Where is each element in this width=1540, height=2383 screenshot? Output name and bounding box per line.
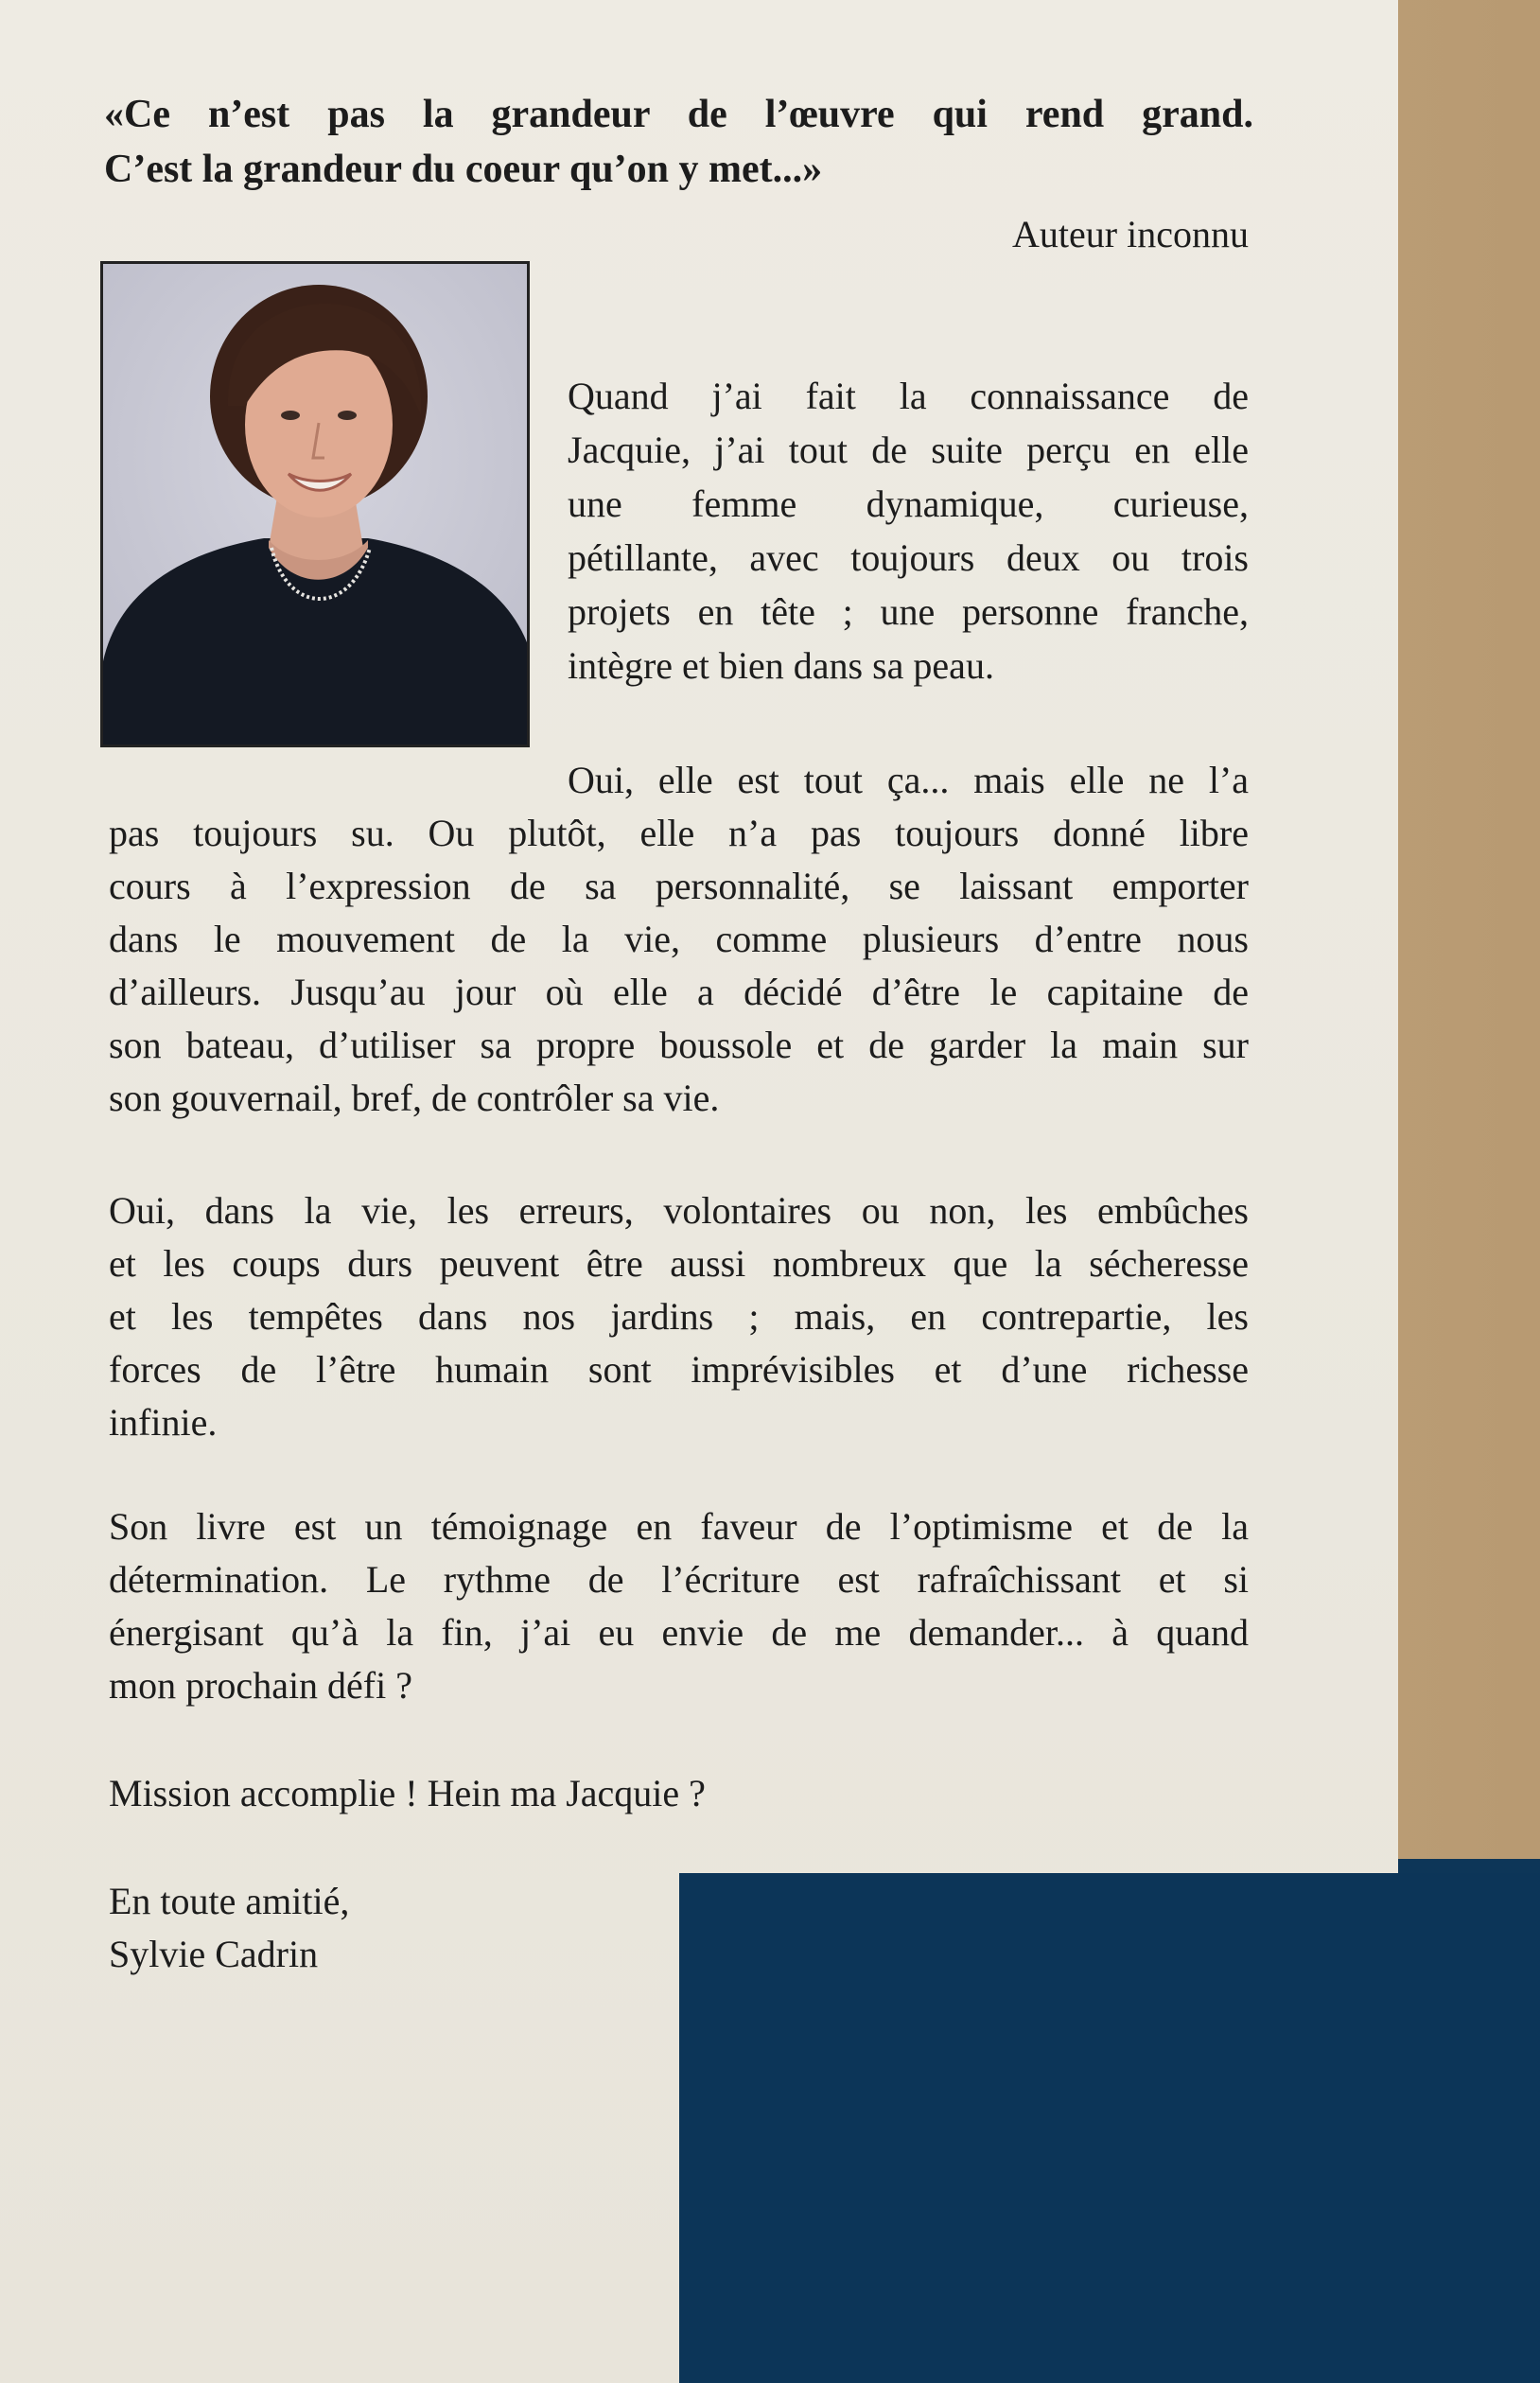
paragraph-5: Mission accomplie ! Hein ma Jacquie ?: [109, 1772, 706, 1814]
paragraph-2-line: d’ailleurs. Jusqu’au jour où elle a décidé d’être le capitaine de: [109, 971, 1249, 1013]
paragraph-3-line: Oui, dans la vie, les erreurs, volontaires ou non, les embûches: [109, 1189, 1249, 1232]
paragraph-4-line: détermination. Le rythme de l’écriture est rafraîchissant et si: [109, 1558, 1249, 1601]
paragraph-1-line: Quand j’ai fait la connaissance de: [568, 375, 1249, 417]
navy-panel-edge: [1398, 1859, 1540, 1874]
quote-author: Auteur inconnu: [1012, 213, 1249, 255]
quote-line-1: «Ce n’est pas la grandeur de l’œuvre qui rend grand.: [104, 93, 1253, 136]
paragraph-4: [109, 1500, 1249, 1712]
paragraph-2-line: Oui, elle est tout ça... mais elle ne l’a: [568, 759, 1249, 801]
signature-name: Sylvie Cadrin: [109, 1933, 319, 1975]
paragraph-3-line: et les tempêtes dans nos jardins ; mais, en contrepartie, les: [109, 1295, 1249, 1338]
paragraph-2: [109, 807, 1249, 1125]
paragraph-1-line: une femme dynamique, curieuse,: [568, 482, 1249, 525]
paragraph-3: [109, 1184, 1249, 1449]
paragraph-1-line: pétillante, avec toujours deux ou trois: [568, 536, 1249, 579]
paragraph-1-line: Jacquie, j’ai tout de suite perçu en elle: [568, 429, 1249, 471]
paragraph-4-line: mon prochain défi ?: [109, 1664, 412, 1707]
paragraph-2-line: dans le mouvement de la vie, comme plusieurs d’entre nous: [109, 918, 1249, 960]
closing-signature: [109, 1875, 1249, 1981]
quote-line-2: C’est la grandeur du coeur qu’on y met...»: [104, 148, 823, 191]
paragraph-2-first-line: [568, 753, 1249, 807]
paragraph-3-line: et les coups durs peuvent être aussi nombreux que la sécheresse: [109, 1242, 1249, 1285]
paragraph-2-line: son gouvernail, bref, de contrôler sa vie.: [109, 1077, 720, 1119]
paragraph-1: [568, 369, 1249, 692]
portrait-illustration: [103, 264, 527, 745]
paragraph-1-line: intègre et bien dans sa peau.: [568, 644, 994, 687]
paragraph-2-line: son bateau, d’utiliser sa propre boussole et de garder la main sur: [109, 1024, 1249, 1066]
paragraph-3-line: infinie.: [109, 1401, 218, 1444]
paragraph-4-line: Son livre est un témoignage en faveur de l’optimisme et de la: [109, 1505, 1249, 1548]
paragraph-4-line: énergisant qu’à la fin, j’ai eu envie de me demander... à quand: [109, 1611, 1249, 1654]
epigraph-quote: [104, 87, 1253, 197]
paragraph-2-line: pas toujours su. Ou plutôt, elle n’a pas toujours donné libre: [109, 812, 1249, 854]
paragraph-1-line: projets en tête ; une personne franche,: [568, 590, 1249, 633]
paragraph-2-line: cours à l’expression de sa personnalité, se laissant emporter: [109, 865, 1249, 907]
closing-line: En toute amitié,: [109, 1880, 350, 1922]
paragraph-3-line: forces de l’être humain sont imprévisibles et d’une richesse: [109, 1348, 1249, 1391]
author-portrait-photo: [100, 261, 530, 747]
